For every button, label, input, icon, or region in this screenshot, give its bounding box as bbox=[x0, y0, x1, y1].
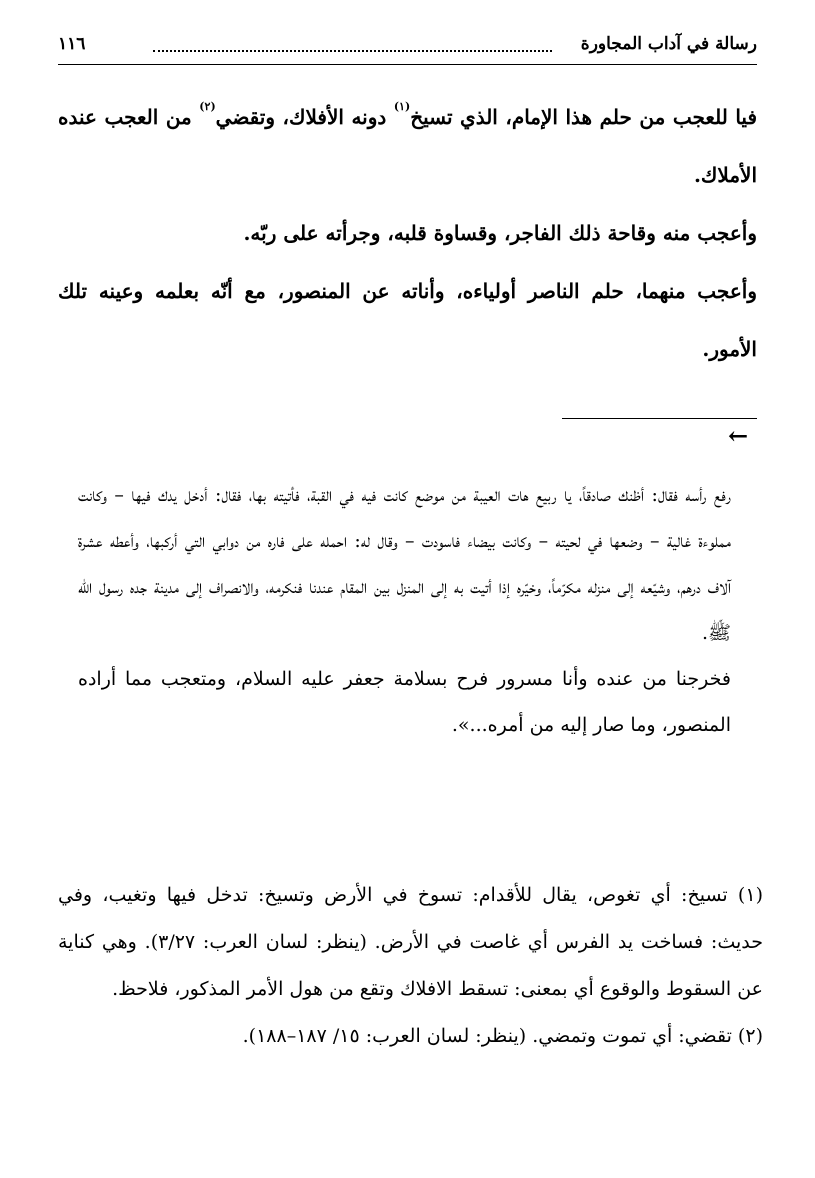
footnote-ref-2[interactable]: (٢) bbox=[199, 100, 216, 113]
quote-paragraph-2: فخرجنا من عنده وأنا مسرور فرح بسلامة جعفر عليه السلام، ومتعجب مما أراده المنصور، وما صار إليه من أمره...». bbox=[78, 668, 731, 736]
main-paragraph-3: وأعجب منهما، حلم الناصر أولياءه، وأناته عن المنصور، مع أنّه بعلمه وعينه تلك الأمور. bbox=[58, 279, 757, 361]
footnote-separator bbox=[562, 418, 757, 419]
footnote-1: (١) تسيخ: أي تغوص، يقال للأقدام: تسوخ في الأرض وتسيخ: تدخل فيها وتغيب، وفي حديث: فساخت يد الفرس أي غاصت في الأرض. (ينظر: لسان العرب: ٣/٢٧). وهي كناية عن السقوط والوقوع أي بمعنى: تسقط الافلاك وتقع من هول الأمر المذكور، فلاحظ. bbox=[58, 884, 763, 1000]
header-dot-leader bbox=[153, 50, 552, 52]
header-title: رسالة في آداب المجاورة bbox=[580, 34, 757, 54]
page-number: ١١٦ bbox=[58, 34, 86, 54]
footnotes bbox=[58, 872, 763, 1060]
main-text bbox=[58, 88, 757, 378]
main-paragraph-2: وأعجب منه وقاحة ذلك الفاجر، وقساوة قلبه، وجرأته على ربّه. bbox=[243, 221, 757, 245]
quote-paragraph-1: رفع رأسه فقال: أظنك صادقاً، يا ربيع هات العيبة من موضع كانت فيه في القبة، فأتيته بها، فقال: أدخل يدك فيها – وكانت مملوءة غالية – وضعها في لحيته – وكانت بيضاء فاسودت – وقال له: احمله على فاره من دوابي التي أركبها، وأعطه عشرة آلاف درهم، وشيّعه إلى منزله مكرّماً، وخيّره إذا أتيت به إلى المنزل بين المقام عندنا فنكرمه، والانصراف إلى مدينة جده رسول الله ﷺ. bbox=[78, 484, 731, 644]
continuation-arrow-icon: ← bbox=[728, 421, 749, 450]
continued-quotation bbox=[78, 472, 731, 748]
main-paragraph-1: فيا للعجب من حلم هذا الإمام، الذي تسيخ$^{(١)}$ دونه الأفلاك، وتقضي$^{(٢)}$ من العجب عنده الأملاك. bbox=[58, 100, 758, 187]
footnote-2: (٢) تقضي: أي تموت وتمضي. (ينظر: لسان العرب: ١٥/ ١٨٧–١٨٨). bbox=[242, 1025, 763, 1047]
running-header bbox=[58, 30, 757, 65]
footnote-ref-1[interactable]: (١) bbox=[393, 100, 411, 113]
